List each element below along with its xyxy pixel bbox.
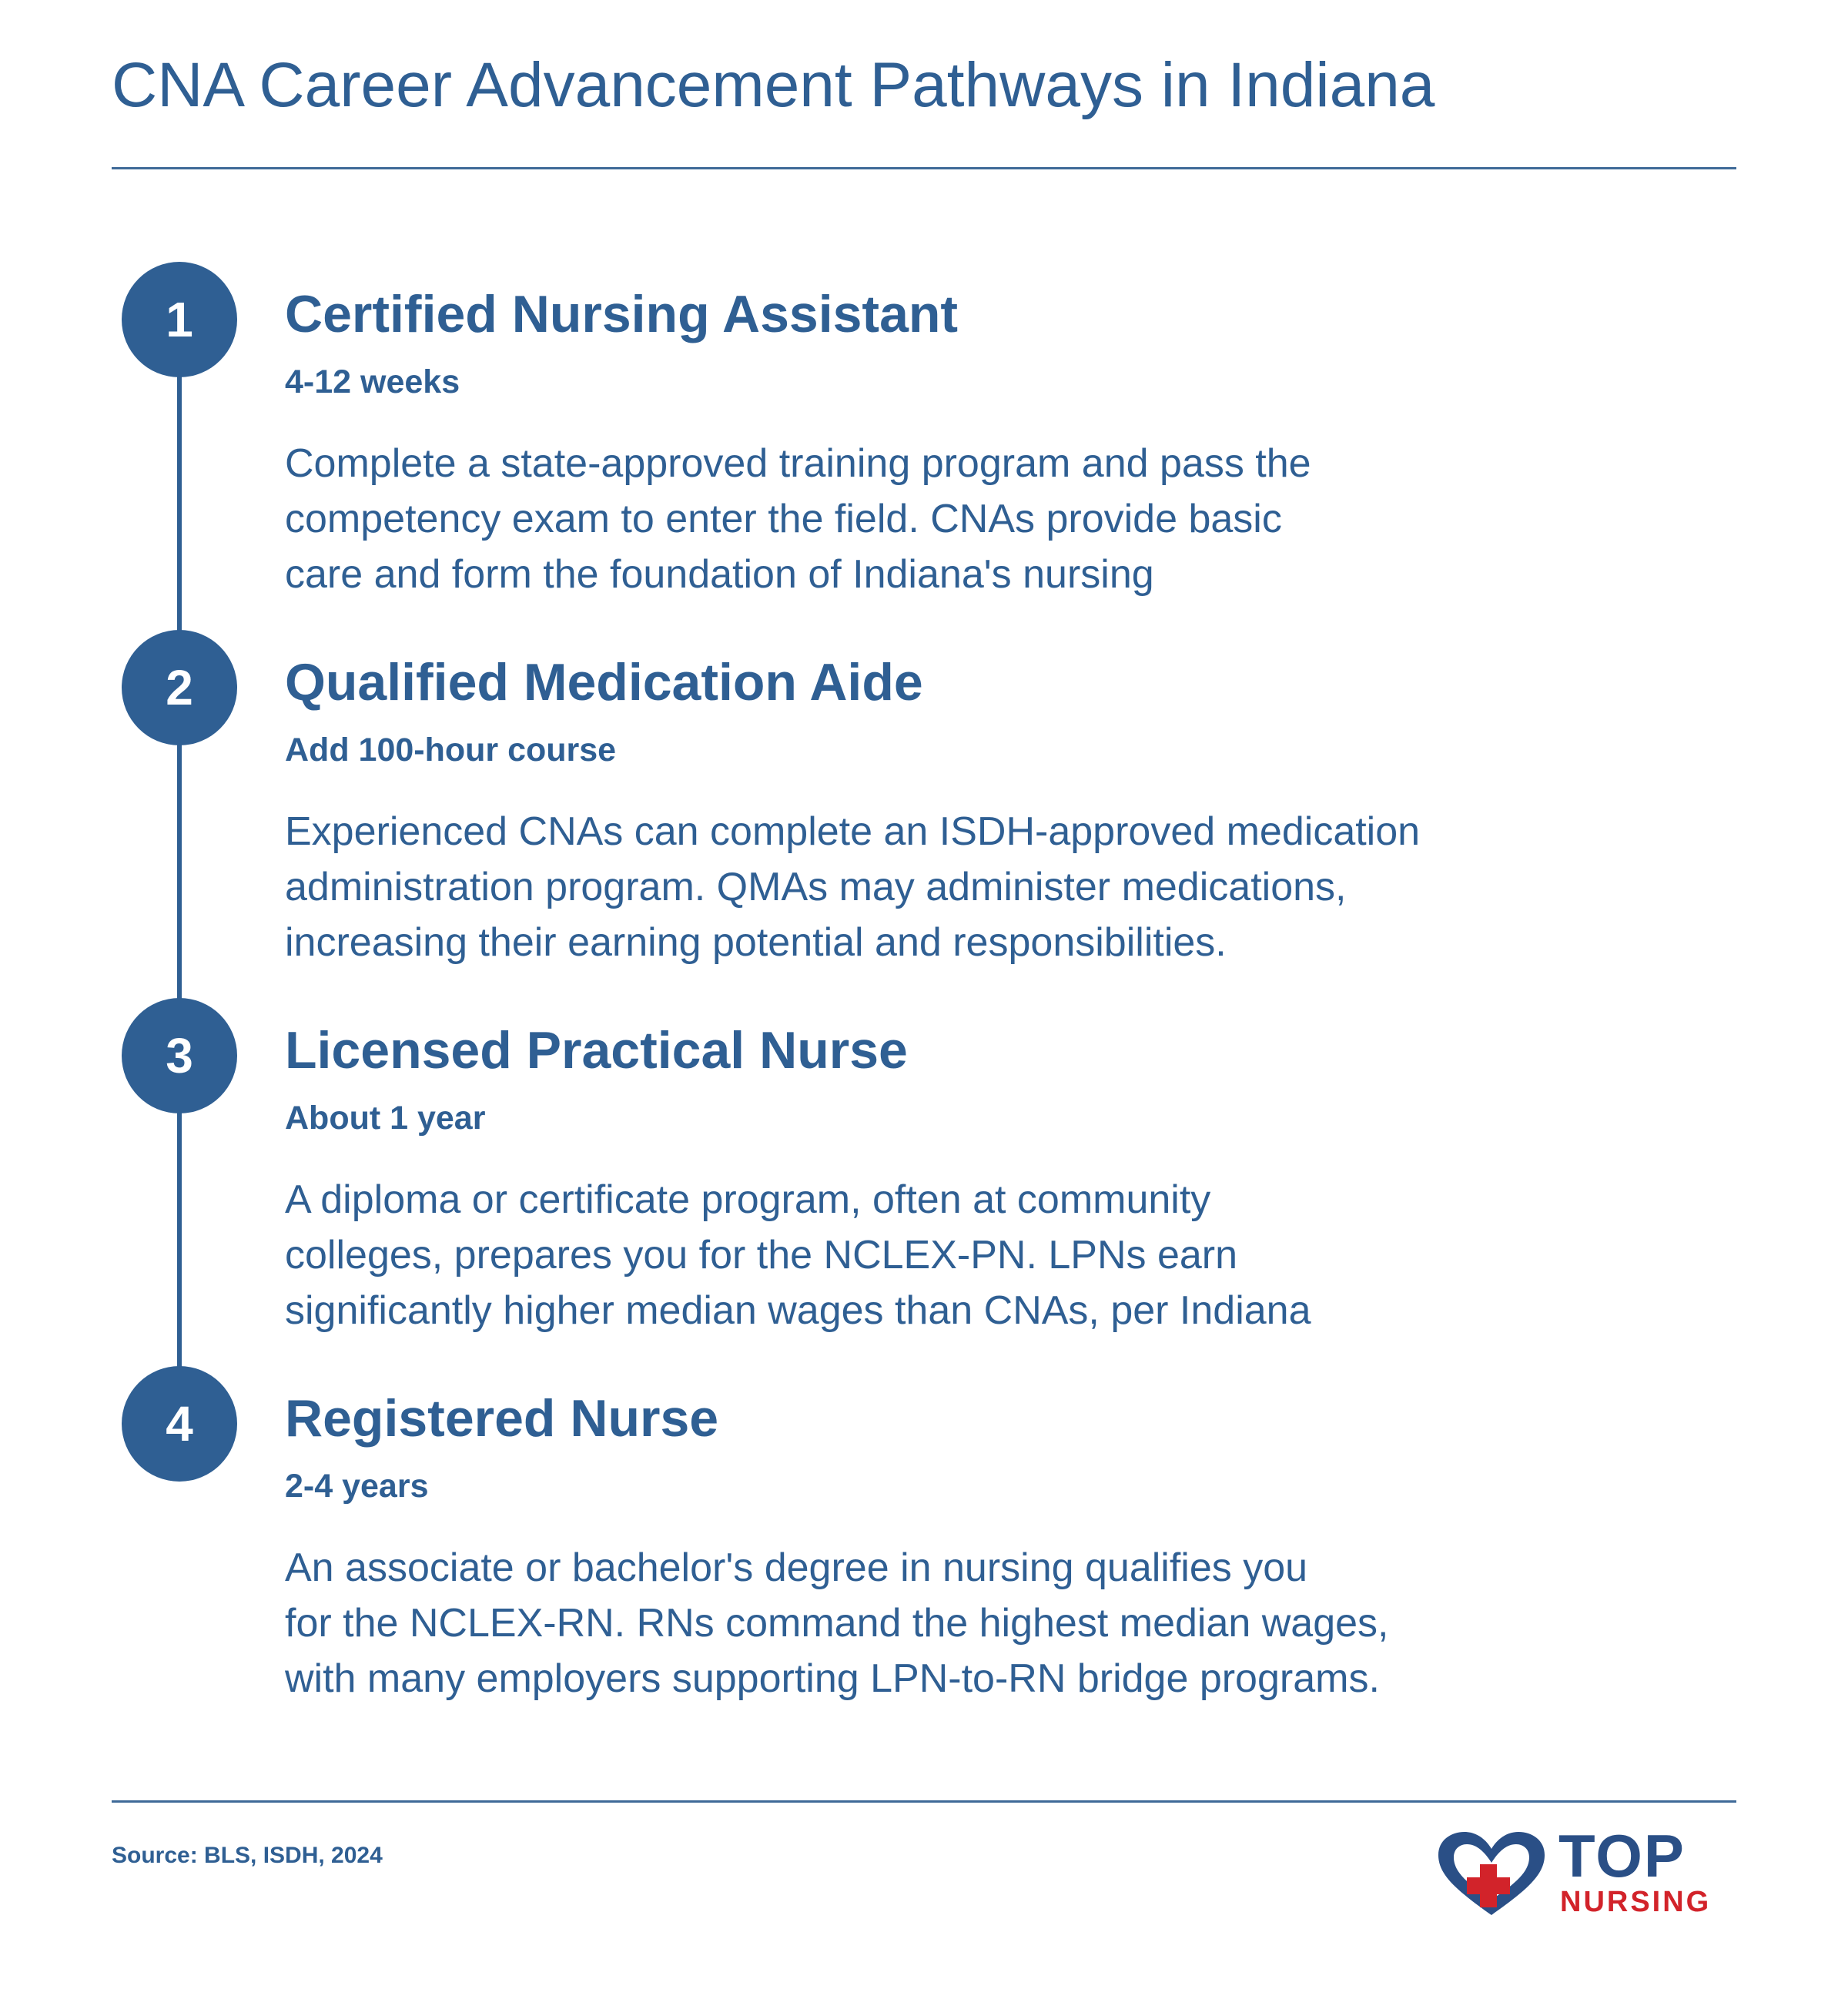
description-line: Experienced CNAs can complete an ISDH-approved medication [285, 809, 1421, 854]
step-number-badge: 1 [122, 262, 237, 377]
step-duration: 4-12 weeks [285, 363, 460, 400]
description-line: Complete a state-approved training program and pass the [285, 441, 1311, 486]
logo-text-nursing: NURSING [1560, 1886, 1712, 1918]
description-line: administration program. QMAs may administer medications, [285, 865, 1347, 909]
step-title: Qualified Medication Aide [285, 653, 923, 712]
step-2 [0, 630, 1848, 992]
description-line: with many employers supporting LPN-to-RN bridge programs. [285, 1656, 1380, 1701]
top-nursing-logo [1434, 1822, 1742, 1921]
source-note: Source: BLS, ISDH, 2024 [112, 1843, 383, 1868]
step-description [285, 804, 1555, 970]
description-line: for the NCLEX-RN. RNs command the highest median wages, [285, 1601, 1389, 1646]
step-number-badge: 4 [122, 1366, 237, 1482]
step-number-badge: 3 [122, 998, 237, 1113]
header-divider [112, 167, 1736, 169]
step-duration: About 1 year [285, 1100, 486, 1137]
description-line: care and form the foundation of Indiana's nursing [285, 552, 1154, 597]
description-line: significantly higher median wages than CNAs, per Indiana [285, 1288, 1311, 1333]
description-line: An associate or bachelor's degree in nursing qualifies you [285, 1545, 1308, 1590]
description-line: increasing their earning potential and responsibilities. [285, 920, 1227, 965]
description-line: A diploma or certificate program, often at community [285, 1177, 1211, 1222]
logo-text-top: TOP [1558, 1822, 1686, 1890]
step-description [285, 1172, 1555, 1338]
page-title: CNA Career Advancement Pathways in Indiana [112, 50, 1435, 120]
step-duration: Add 100-hour course [285, 732, 617, 768]
step-description [285, 436, 1555, 602]
step-title: Registered Nurse [285, 1389, 719, 1448]
step-4 [0, 1366, 1848, 1728]
footer-divider [112, 1800, 1736, 1803]
step-3 [0, 998, 1848, 1360]
step-title: Certified Nursing Assistant [285, 285, 959, 343]
step-1 [0, 262, 1848, 624]
step-number-badge: 2 [122, 630, 237, 745]
description-line: colleges, prepares you for the NCLEX-PN. LPNs earn [285, 1233, 1238, 1277]
step-title: Licensed Practical Nurse [285, 1021, 908, 1080]
description-line: competency exam to enter the field. CNAs provide basic [285, 497, 1282, 541]
step-duration: 2-4 years [285, 1468, 429, 1505]
heart-cross-icon [1434, 1829, 1549, 1921]
step-description [285, 1540, 1555, 1706]
